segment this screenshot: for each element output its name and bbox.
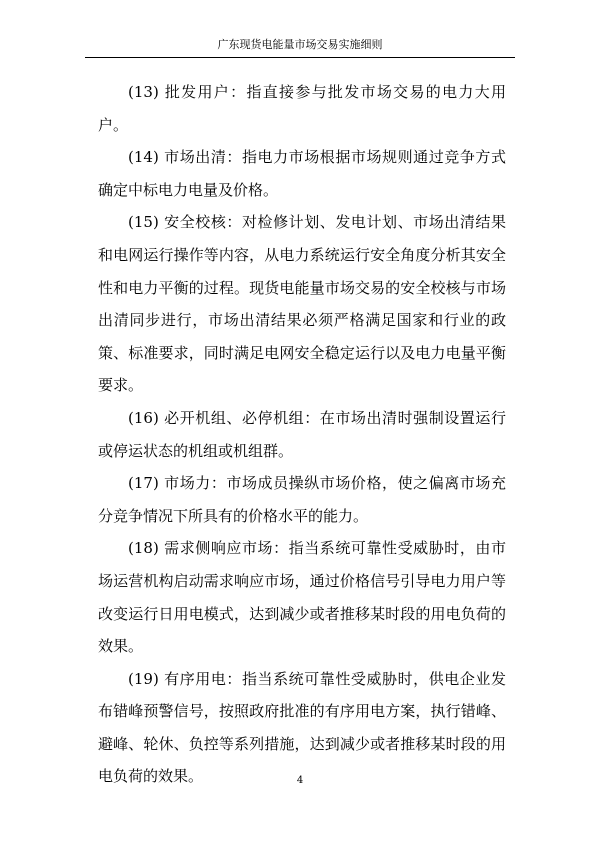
- running-header: 广东现货电能量市场交易实施细则: [217, 38, 383, 51]
- page-number: 4: [296, 775, 304, 786]
- body-text: [98, 76, 506, 793]
- paragraph-18-demand-response: (18) 需求侧响应市场：指当系统可靠性受威胁时，由市场运营机构启动需求响应市场，通过价格信号引导电力用户等改变运行日用电模式，达到减少或者推移某时段的用电负荷的效果。: [98, 539, 506, 656]
- paragraph-17-market-power: (17) 市场力：市场成员操纵市场价格，使之偏离市场充分竞争情况下所具有的价格水平的能力。: [98, 474, 506, 525]
- paragraph-13-wholesale-user: (13) 批发用户：指直接参与批发市场交易的电力大用户。: [98, 83, 506, 134]
- paragraph-19-orderly-power-use: (19) 有序用电：指当系统可靠性受威胁时，供电企业发布错峰预警信号，按照政府批准的有序用电方案，执行错峰、避峰、轮休、负控等系列措施，达到减少或者推移某时段的用电负荷的效果。: [98, 669, 506, 786]
- header-rule: [85, 57, 515, 58]
- paragraph-16-must-run-units: (16) 必开机组、必停机组：在市场出清时强制设置运行或停运状态的机组或机组群。: [98, 408, 506, 460]
- paragraph-14-market-clearing: (14) 市场出清：指电力市场根据市场规则通过竞争方式确定中标电力电量及价格。: [98, 148, 506, 199]
- paragraph-15-security-check: (15) 安全校核：对检修计划、发电计划、市场出清结果和电网运行操作等内容，从电力系统运行安全角度分析其安全性和电力平衡的过程。现货电能量市场交易的安全校核与市场出清同步进行，市场出清结果必须严格满足国家和行业的政策、标准要求，同时满足电网安全稳定运行以及电力电量平衡要求。: [98, 213, 506, 395]
